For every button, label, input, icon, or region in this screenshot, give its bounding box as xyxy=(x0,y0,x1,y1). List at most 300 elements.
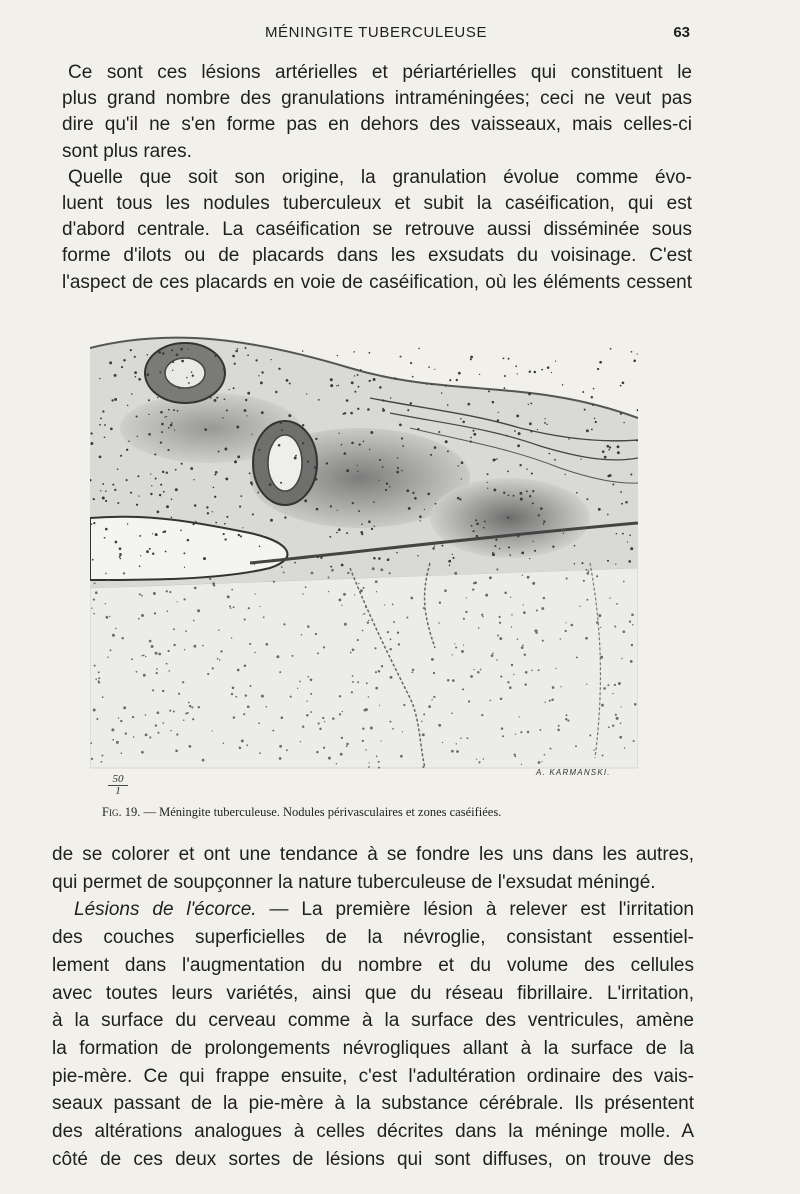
nucleus-dot xyxy=(120,752,122,754)
nucleus-dot xyxy=(223,368,225,370)
nucleus-dot xyxy=(118,717,119,718)
nucleus-dot xyxy=(149,548,151,550)
nucleus-dot xyxy=(539,729,541,731)
nucleus-dot xyxy=(101,755,103,757)
nucleus-dot xyxy=(279,757,282,760)
nucleus-dot xyxy=(307,676,309,678)
nucleus-dot xyxy=(157,397,159,399)
nucleus-dot xyxy=(601,704,604,707)
nucleus-dot xyxy=(101,761,103,763)
nucleus-dot xyxy=(188,382,190,384)
nucleus-dot xyxy=(180,348,183,351)
nucleus-dot xyxy=(378,557,381,560)
nucleus-dot xyxy=(380,568,383,571)
nucleus-dot xyxy=(439,602,441,604)
nucleus-dot xyxy=(591,396,593,398)
nucleus-dot xyxy=(258,449,260,451)
nucleus-dot xyxy=(316,508,319,511)
nucleus-dot xyxy=(344,412,346,414)
nucleus-dot xyxy=(232,355,235,358)
nucleus-dot xyxy=(489,700,491,702)
nucleus-dot xyxy=(169,710,171,712)
nucleus-dot xyxy=(193,479,194,480)
nucleus-dot xyxy=(315,478,318,481)
nucleus-dot xyxy=(574,563,576,565)
nucleus-dot xyxy=(597,368,599,370)
nucleus-dot xyxy=(608,449,610,451)
nucleus-dot xyxy=(148,414,149,415)
nucleus-dot xyxy=(461,478,462,479)
nucleus-dot xyxy=(203,557,206,560)
nucleus-dot xyxy=(461,461,464,464)
nucleus-dot xyxy=(438,622,440,624)
nucleus-dot xyxy=(627,541,628,542)
nucleus-dot xyxy=(551,698,554,701)
nucleus-dot xyxy=(621,706,622,707)
nucleus-dot xyxy=(457,465,459,467)
nucleus-dot xyxy=(379,480,380,481)
nucleus-dot xyxy=(328,591,329,592)
nucleus-dot xyxy=(207,673,209,675)
nucleus-dot xyxy=(146,550,149,553)
nucleus-dot xyxy=(364,613,365,614)
text-fragment: La première lésion à relever est l'irritation xyxy=(288,899,694,921)
nucleus-dot xyxy=(365,606,367,608)
nucleus-dot xyxy=(258,722,260,724)
nucleus-dot xyxy=(218,629,219,630)
nucleus-dot xyxy=(521,552,524,555)
nucleus-dot xyxy=(520,731,522,733)
nucleus-dot xyxy=(214,474,216,476)
nucleus-dot xyxy=(410,362,412,364)
nucleus-dot xyxy=(350,652,352,654)
nucleus-dot xyxy=(500,698,503,701)
nucleus-dot xyxy=(150,473,151,474)
nucleus-dot xyxy=(294,457,297,460)
nucleus-dot xyxy=(585,637,588,640)
nucleus-dot xyxy=(338,528,341,531)
artist-signature: A. KARMANSKI. xyxy=(536,768,611,777)
nucleus-dot xyxy=(214,399,217,402)
nucleus-dot xyxy=(186,377,188,379)
nucleus-dot xyxy=(631,644,633,646)
nucleus-dot xyxy=(260,381,263,384)
nucleus-dot xyxy=(182,681,184,683)
nucleus-dot xyxy=(524,683,526,685)
nucleus-dot xyxy=(156,672,158,674)
nucleus-dot xyxy=(603,687,606,690)
text-line: dire qu'il ne s'en forme pas en dehors des vaisseaux, mais celles-ci xyxy=(62,114,692,136)
nucleus-dot xyxy=(511,664,513,666)
nucleus-dot xyxy=(231,589,233,591)
nucleus-dot xyxy=(511,626,512,627)
scale-numerator: 50 xyxy=(108,774,128,786)
nucleus-dot xyxy=(424,509,425,510)
nucleus-dot xyxy=(223,533,225,535)
nucleus-dot xyxy=(397,467,399,469)
nucleus-dot xyxy=(271,359,272,360)
nucleus-dot xyxy=(165,551,167,553)
nucleus-dot xyxy=(530,402,532,404)
nucleus-dot xyxy=(302,442,304,444)
nucleus-dot xyxy=(417,555,418,556)
nucleus-dot xyxy=(244,409,247,412)
nucleus-dot xyxy=(310,678,313,681)
nucleus-dot xyxy=(306,393,307,394)
text-line: lement dans l'augmentation du nombre et du volume des cellules xyxy=(52,954,694,976)
nucleus-dot xyxy=(462,688,464,690)
nucleus-dot xyxy=(249,472,251,474)
paragraph xyxy=(62,60,692,165)
nucleus-dot xyxy=(521,646,524,649)
nucleus-dot xyxy=(354,594,355,595)
perivascular-nodule xyxy=(145,343,225,403)
nucleus-dot xyxy=(428,366,430,368)
nucleus-dot xyxy=(111,399,113,401)
nucleus-dot xyxy=(302,593,303,594)
nucleus-dot xyxy=(214,496,216,498)
nucleus-dot xyxy=(261,411,264,414)
nucleus-dot xyxy=(192,375,194,377)
nucleus-dot xyxy=(102,483,104,485)
nucleus-dot xyxy=(507,517,509,519)
nucleus-dot xyxy=(631,613,634,616)
nucleus-dot xyxy=(365,749,366,750)
nucleus-dot xyxy=(406,489,409,492)
nucleus-dot xyxy=(401,437,403,439)
nucleus-dot xyxy=(620,413,622,415)
nucleus-dot xyxy=(495,539,497,541)
nucleus-dot xyxy=(543,520,545,522)
nucleus-dot xyxy=(382,466,384,468)
nucleus-dot xyxy=(166,663,168,665)
nucleus-dot xyxy=(301,634,303,636)
nucleus-dot xyxy=(145,734,148,737)
nucleus-dot xyxy=(385,489,387,491)
nucleus-dot xyxy=(341,737,343,739)
nucleus-dot xyxy=(278,368,280,370)
nucleus-dot xyxy=(458,372,461,375)
nucleus-dot xyxy=(131,658,133,660)
nucleus-dot xyxy=(336,385,337,386)
nucleus-dot xyxy=(202,645,204,647)
nucleus-dot xyxy=(368,762,369,763)
nucleus-dot xyxy=(465,611,467,613)
nucleus-dot xyxy=(375,687,378,690)
nucleus-dot xyxy=(153,592,156,595)
nucleus-dot xyxy=(259,545,261,547)
nucleus-dot xyxy=(357,465,358,466)
nucleus-dot xyxy=(438,724,441,727)
nucleus-dot xyxy=(155,652,158,655)
nucleus-dot xyxy=(280,422,282,424)
nucleus-dot xyxy=(625,501,628,504)
nucleus-dot xyxy=(130,492,132,494)
nucleus-dot xyxy=(346,469,349,472)
nucleus-dot xyxy=(521,764,522,765)
nucleus-dot xyxy=(231,637,232,638)
nucleus-dot xyxy=(422,766,424,768)
nucleus-dot xyxy=(532,502,534,504)
nucleus-dot xyxy=(98,680,99,681)
nucleus-dot xyxy=(245,694,247,696)
nucleus-dot xyxy=(592,404,594,406)
nucleus-dot xyxy=(491,654,494,657)
nucleus-dot xyxy=(431,699,432,700)
nucleus-dot xyxy=(499,622,501,624)
nucleus-dot xyxy=(382,399,384,401)
nucleus-dot xyxy=(616,533,618,535)
nucleus-dot xyxy=(445,385,447,387)
nucleus-dot xyxy=(212,730,213,731)
nucleus-dot xyxy=(428,705,431,708)
nucleus-dot xyxy=(352,681,354,683)
nucleus-dot xyxy=(500,676,502,678)
nucleus-dot xyxy=(563,533,564,534)
nucleus-dot xyxy=(173,409,175,411)
nucleus-dot xyxy=(329,536,331,538)
nucleus-dot xyxy=(261,371,263,373)
nucleus-dot xyxy=(146,373,149,376)
nucleus-dot xyxy=(323,747,325,749)
nucleus-dot xyxy=(362,630,364,632)
nucleus-dot xyxy=(560,686,561,687)
nucleus-dot xyxy=(423,607,425,609)
nucleus-dot xyxy=(392,604,394,606)
nucleus-dot xyxy=(302,350,304,352)
nucleus-dot xyxy=(104,537,106,539)
nucleus-dot xyxy=(389,486,390,487)
nucleus-dot xyxy=(541,369,543,371)
nucleus-dot xyxy=(130,349,132,351)
nucleus-dot xyxy=(501,727,504,730)
nucleus-dot xyxy=(194,587,197,590)
text-line: des altérations analogues à celles décrites dans la méninge molle. A xyxy=(52,1121,694,1143)
nucleus-dot xyxy=(167,610,169,612)
nucleus-dot xyxy=(177,601,178,602)
nucleus-dot xyxy=(358,510,360,512)
nucleus-dot xyxy=(454,572,457,575)
nucleus-dot xyxy=(535,631,537,633)
nucleus-dot xyxy=(480,669,482,671)
page-number: 63 xyxy=(673,24,690,41)
nucleus-dot xyxy=(369,449,370,450)
nucleus-dot xyxy=(148,433,151,436)
nucleus-dot xyxy=(324,721,325,722)
nucleus-dot xyxy=(451,712,453,714)
nucleus-dot xyxy=(483,758,485,760)
nucleus-dot xyxy=(171,349,173,351)
nucleus-dot xyxy=(265,706,267,708)
nucleus-dot xyxy=(120,558,121,559)
nucleus-dot xyxy=(598,508,601,511)
nucleus-dot xyxy=(398,643,400,645)
nucleus-dot xyxy=(115,628,117,630)
perivascular-nodule xyxy=(253,421,317,505)
nucleus-dot xyxy=(178,693,180,695)
nucleus-dot xyxy=(455,647,457,649)
nucleus-dot xyxy=(619,736,622,739)
nucleus-dot xyxy=(281,716,284,719)
nucleus-dot xyxy=(160,441,162,443)
nucleus-dot xyxy=(606,445,609,448)
nucleus-dot xyxy=(93,613,95,615)
nucleus-dot xyxy=(473,582,475,584)
nucleus-dot xyxy=(224,538,226,540)
nucleus-dot xyxy=(288,414,291,417)
nucleus-dot xyxy=(525,671,528,674)
nucleus-dot xyxy=(243,713,245,715)
text-line: Quelle que soit son origine, la granulation évolue comme évo- xyxy=(68,166,692,188)
nucleus-dot xyxy=(194,504,197,507)
nucleus-dot xyxy=(307,625,310,628)
nucleus-dot xyxy=(368,620,369,621)
nucleus-dot xyxy=(244,619,246,621)
nucleus-dot xyxy=(504,387,506,389)
nucleus-dot xyxy=(571,624,574,627)
nucleus-dot xyxy=(354,375,355,376)
nucleus-dot xyxy=(562,384,563,385)
nucleus-dot xyxy=(346,745,348,747)
nucleus-dot xyxy=(93,598,95,600)
nucleus-dot xyxy=(193,523,195,525)
nucleus-dot xyxy=(188,702,190,704)
bottom-text-block xyxy=(52,841,694,1173)
nucleus-dot xyxy=(529,495,531,497)
nucleus-dot xyxy=(125,732,127,734)
nucleus-dot xyxy=(463,644,464,645)
nucleus-dot xyxy=(538,669,540,671)
nucleus-dot xyxy=(614,625,616,627)
nucleus-dot xyxy=(470,675,473,678)
nucleus-dot xyxy=(123,359,126,362)
nucleus-dot xyxy=(93,522,95,524)
nucleus-dot xyxy=(136,436,137,437)
nucleus-dot xyxy=(114,374,117,377)
nucleus-dot xyxy=(279,671,281,673)
nucleus-dot xyxy=(507,681,509,683)
nucleus-dot xyxy=(496,659,498,661)
nucleus-dot xyxy=(227,595,230,598)
nucleus-dot xyxy=(514,756,516,758)
nucleus-dot xyxy=(341,564,344,567)
nucleus-dot xyxy=(374,525,376,527)
nucleus-dot xyxy=(346,399,349,402)
nucleus-dot xyxy=(481,714,483,716)
nucleus-dot xyxy=(412,492,414,494)
nucleus-dot xyxy=(357,639,359,641)
nucleus-dot xyxy=(612,693,613,694)
nucleus-dot xyxy=(126,479,128,481)
nucleus-dot xyxy=(354,391,356,393)
nucleus-dot xyxy=(351,442,354,445)
text-line: pie-mère. Ce qui frappe ensuite, c'est l'adultération ordinaire des vais- xyxy=(52,1065,694,1087)
nucleus-dot xyxy=(143,674,146,677)
nucleus-dot xyxy=(362,740,364,742)
nucleus-dot xyxy=(159,494,161,496)
nucleus-dot xyxy=(246,744,248,746)
nucleus-dot xyxy=(456,750,459,753)
nucleus-dot xyxy=(540,507,543,510)
nucleus-dot xyxy=(524,653,526,655)
nucleus-dot xyxy=(158,351,161,354)
nucleus-dot xyxy=(275,391,277,393)
nucleus-dot xyxy=(368,766,370,768)
nucleus-dot xyxy=(159,371,161,373)
paragraph xyxy=(62,165,692,296)
nucleus-dot xyxy=(499,616,501,618)
text-line: forme d'ilots ou de placards dans les exsudats du voisinage. C'est xyxy=(62,245,692,267)
nucleus-dot xyxy=(544,701,545,702)
nucleus-dot xyxy=(136,415,138,417)
text-line: plus grand nombre des granulations intraméningées; ceci ne veut pas xyxy=(62,88,692,110)
text-line: l'aspect de ces placards en voie de caséification, où les éléments cessent xyxy=(62,271,692,293)
nucleus-dot xyxy=(339,713,341,715)
nucleus-dot xyxy=(630,547,633,550)
nucleus-dot xyxy=(254,652,256,654)
nucleus-dot xyxy=(421,721,423,723)
nucleus-dot xyxy=(379,459,381,461)
paragraph xyxy=(52,841,694,896)
nucleus-dot xyxy=(492,652,494,654)
nucleus-dot xyxy=(529,558,530,559)
nucleus-dot xyxy=(551,372,552,373)
nucleus-dot xyxy=(451,750,454,753)
nucleus-dot xyxy=(523,611,526,614)
paragraph xyxy=(52,896,694,1173)
nucleus-dot xyxy=(160,411,163,414)
nucleus-dot xyxy=(247,392,250,395)
text-line: luent tous les nodules tuberculeux et subit la caséification, qui est xyxy=(62,193,692,215)
nucleus-dot xyxy=(623,422,624,423)
text-line: des couches superficielles de la névroglie, consistant essentiel- xyxy=(52,927,694,949)
nucleus-dot xyxy=(317,722,319,724)
nucleus-dot xyxy=(517,373,518,374)
nucleus-dot xyxy=(402,731,403,732)
nucleus-dot xyxy=(141,595,143,597)
nucleus-dot xyxy=(531,670,533,672)
nucleus-dot xyxy=(485,594,488,597)
nucleus-dot xyxy=(365,708,368,711)
nucleus-dot xyxy=(215,522,217,524)
nucleus-dot xyxy=(476,522,479,525)
nucleus-dot xyxy=(483,527,485,529)
nucleus-dot xyxy=(185,630,187,632)
nucleus-dot xyxy=(442,742,443,743)
nucleus-dot xyxy=(181,463,183,465)
nucleus-dot xyxy=(92,559,94,561)
nucleus-dot xyxy=(527,731,530,734)
nucleus-dot xyxy=(609,597,610,598)
nucleus-dot xyxy=(441,392,442,393)
nucleus-dot xyxy=(408,507,411,510)
nucleus-dot xyxy=(105,603,106,604)
nucleus-dot xyxy=(105,528,108,531)
nucleus-dot xyxy=(596,621,599,624)
nucleus-dot xyxy=(492,553,495,556)
nucleus-dot xyxy=(472,530,474,532)
nucleus-dot xyxy=(184,567,185,568)
nucleus-dot xyxy=(472,430,474,432)
nucleus-dot xyxy=(510,596,511,597)
nucleus-dot xyxy=(427,493,430,496)
nucleus-dot xyxy=(342,711,343,712)
nucleus-dot xyxy=(373,501,375,503)
nucleus-dot xyxy=(547,366,550,369)
nucleus-dot xyxy=(138,618,140,620)
nucleus-dot xyxy=(175,469,177,471)
nucleus-dot xyxy=(116,741,119,744)
